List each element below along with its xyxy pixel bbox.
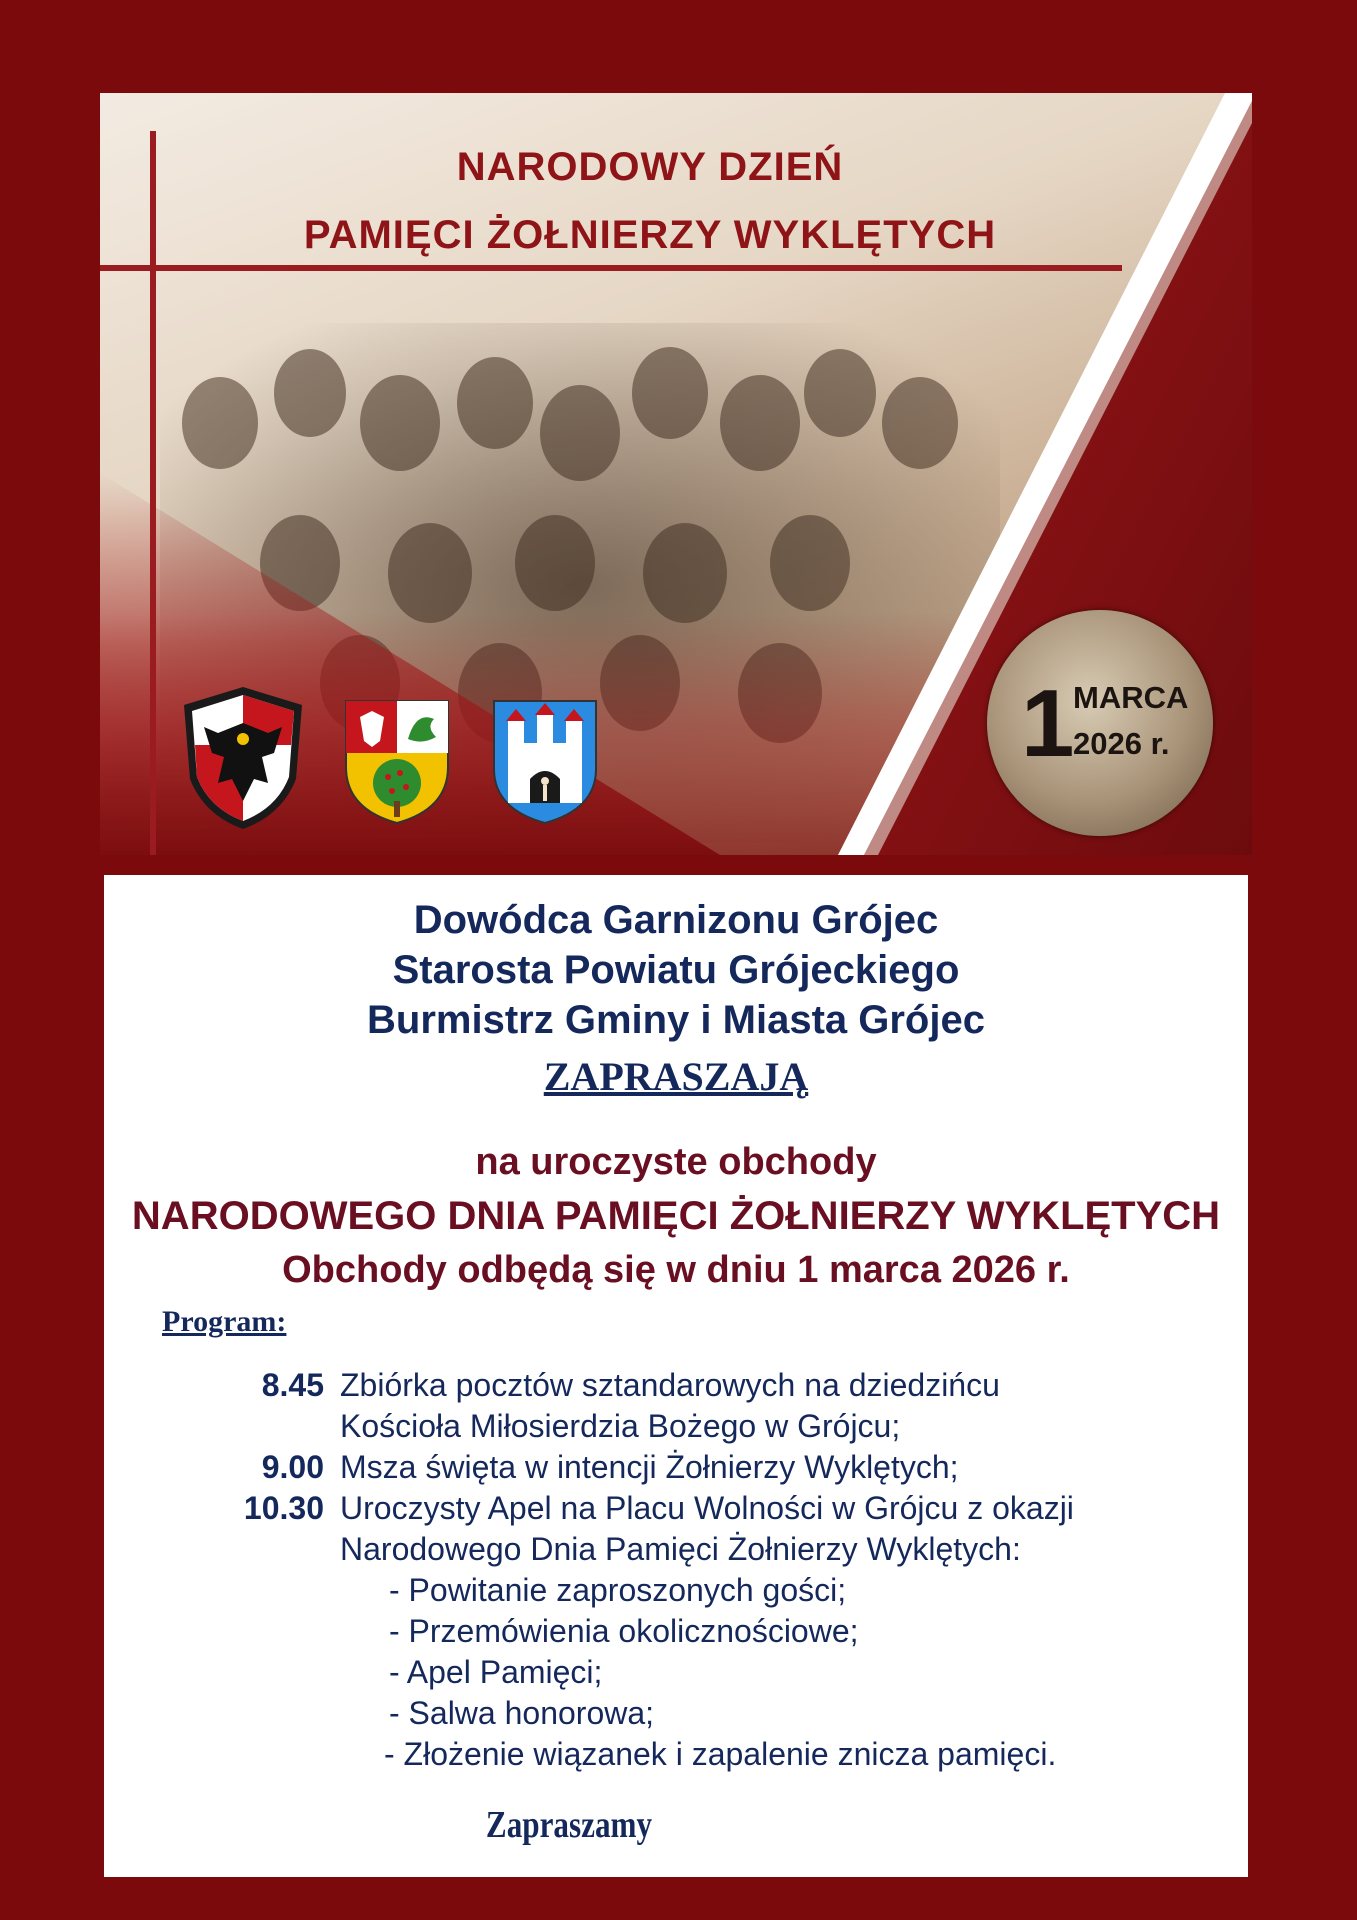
host-line: Dowódca Garnizonu Grójec — [413, 898, 939, 942]
program-text: Uroczysty Apel na Placu Wolności w Grójcu z okazji — [340, 1490, 1074, 1526]
date-day: 1 — [1021, 670, 1075, 777]
program-time: 8.45 — [261, 1367, 324, 1403]
hosts-list — [104, 895, 1248, 1045]
event-line-3: Obchody odbędą się w dniu 1 marca 2026 r. — [282, 1249, 1070, 1291]
banner-title-line-1: NARODOWY DZIEŃ — [456, 145, 844, 189]
cross-vertical-line — [150, 131, 156, 855]
banner-title — [160, 133, 1140, 269]
banner — [100, 93, 1252, 855]
program-text: Narodowego Dnia Pamięci Żołnierzy Wyklętych: — [340, 1531, 1021, 1567]
program-sub-item: - Złożenie wiązanek i zapalenie znicza pamięci. — [384, 1736, 1057, 1772]
program-time: 10.30 — [243, 1490, 324, 1526]
program-label: Program: — [162, 1305, 287, 1338]
program-sub-item: - Przemówienia okolicznościowe; — [389, 1613, 859, 1649]
military-unit-eagle-emblem — [178, 683, 308, 833]
event-description — [104, 1135, 1248, 1297]
program-sub-item: - Salwa honorowa; — [389, 1695, 655, 1731]
program-sub-item: - Apel Pamięci; — [389, 1654, 603, 1690]
host-line: Starosta Powiatu Grójeckiego — [392, 948, 960, 992]
grojec-county-coat-of-arms — [342, 697, 452, 827]
program-time: 9.00 — [261, 1449, 324, 1485]
invite-word: ZAPRASZAJĄ — [543, 1054, 809, 1099]
banner-title-line-2: PAMIĘCI ŻOŁNIERZY WYKLĘTYCH — [303, 213, 997, 257]
host-line: Burmistrz Gminy i Miasta Grójec — [367, 998, 985, 1042]
program-text: Msza święta w intencji Żołnierzy Wyklętych; — [340, 1449, 959, 1485]
date-month: MARCA — [1073, 680, 1189, 715]
closing-text: Zapraszamy — [485, 1804, 653, 1846]
program-text: Kościoła Miłosierdzia Bożego w Grójcu; — [340, 1408, 901, 1444]
program-text: Zbiórka pocztów sztandarowych na dziedzińcu — [340, 1367, 1000, 1403]
grojec-town-coat-of-arms — [490, 697, 600, 827]
date-year: 2026 r. — [1073, 726, 1170, 761]
event-line-2: NARODOWEGO DNIA PAMIĘCI ŻOŁNIERZY WYKLĘTYCH — [131, 1194, 1221, 1238]
program-sub-item: - Powitanie zaproszonych gości; — [389, 1572, 847, 1608]
date-badge — [987, 610, 1213, 836]
event-line-1: na uroczyste obchody — [475, 1141, 877, 1183]
invitation-panel — [104, 875, 1248, 1877]
